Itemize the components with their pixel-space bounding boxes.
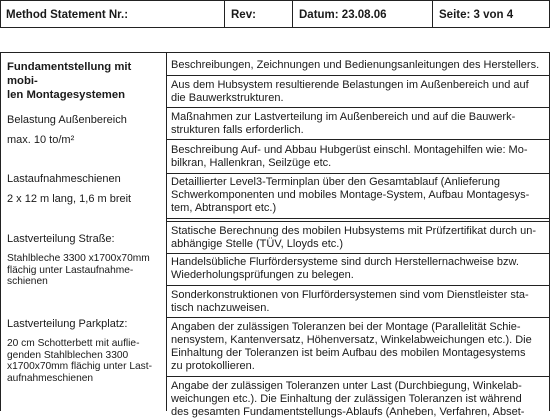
row-divider — [167, 75, 549, 76]
row-divider — [167, 376, 549, 377]
requirement-row: Angabe der zulässigen Toleranzen unter Last (Durchbiegung, Winkelab- weichungen etc.). Die Einhaltung der zulässigen Toleranzen ist während des gesamten Fundamentstellungs-Ablaufs (Anheben, Verfahren, Abset- — [171, 380, 525, 418]
row-divider — [167, 218, 549, 219]
requirement-row: Maßnahmen zur Lastverteilung im Außenbereich und auf die Bauwerk- strukturen falls erforderlich. — [171, 111, 516, 136]
row-divider — [167, 107, 549, 108]
parkplatz-value: 20 cm Schotterbett mit auflie- genden Stahlblechen 3300 x1700x70mm flächig unter Last- aufnahmeschienen — [7, 338, 152, 384]
requirement-row: Aus dem Hubsystem resultierende Belastungen im Außenbereich und auf die Bauwerkstrukturen. — [171, 79, 529, 104]
requirement-row: Statische Berechnung des mobilen Hubsystems mit Prüfzertifikat durch un- abhängige Stelle (TÜV, Lloyds etc.) — [171, 225, 536, 250]
method-statement-label: Method Statement Nr.: — [0, 1, 224, 27]
requirement-row: Sonderkonstruktionen von Flurfördersystemen sind vom Dienstleister sta- tisch nachzuweisen. — [171, 289, 529, 314]
requirement-row: Beschreibung Auf- und Abbau Hubgerüst einschl. Montagehilfen wie: Mo- bilkran, Hallenkran, Seilzüge etc. — [171, 144, 528, 169]
requirement-row: Detaillierter Level3-Terminplan über den Gesamtablauf (Anlieferung Schwerkomponenten und mobiles Montage-System, Aufbau Montagesys- tem, Abtransport etc.) — [171, 176, 530, 214]
requirement-row: Handelsübliche Flurfördersysteme sind durch Herstellernachweise bzw. Wiederholungsprüfungen zu belegen. — [171, 256, 519, 281]
parkplatz-label: Lastverteilung Parkplatz: — [7, 318, 128, 330]
page-number: Seite: 3 von 4 — [432, 1, 550, 27]
rev-label: Rev: — [224, 1, 292, 27]
strasse-value: Stahlbleche 3300 x1700x70mm flächig unter Lastaufnahme- schienen — [7, 253, 150, 287]
row-divider — [167, 253, 549, 254]
row-divider — [167, 139, 549, 140]
section-title: Fundamentstellung mit mobi- len Montagesystemen — [7, 61, 132, 101]
lastaufnahme-label: Lastaufnahmeschienen — [7, 173, 121, 185]
belastung-label: Belastung Außenbereich — [7, 114, 127, 126]
belastung-value: max. 10 to/m² — [7, 134, 75, 146]
requirement-row: Beschreibungen, Zeichnungen und Bedienungsanleitungen des Herstellers. — [171, 59, 540, 71]
strasse-label: Lastverteilung Straße: — [7, 233, 115, 245]
header-table — [0, 0, 550, 28]
row-divider — [167, 285, 549, 286]
row-divider — [167, 317, 549, 318]
content-table — [0, 52, 550, 418]
row-divider — [167, 173, 549, 174]
row-divider — [167, 221, 549, 222]
lastaufnahme-value: 2 x 12 m lang, 1,6 m breit — [7, 193, 132, 205]
requirement-row: Angaben der zulässigen Toleranzen bei der Montage (Parallelität Schie- nensystem, Kantenversatz, Höhenversatz, Winkelabweichungen etc.). Die Einhaltung der Toleranzen ist beim Aufbau des mobilen Montagesystems zu protokollieren. — [171, 321, 532, 372]
date-label: Datum: 23.08.06 — [292, 1, 432, 27]
